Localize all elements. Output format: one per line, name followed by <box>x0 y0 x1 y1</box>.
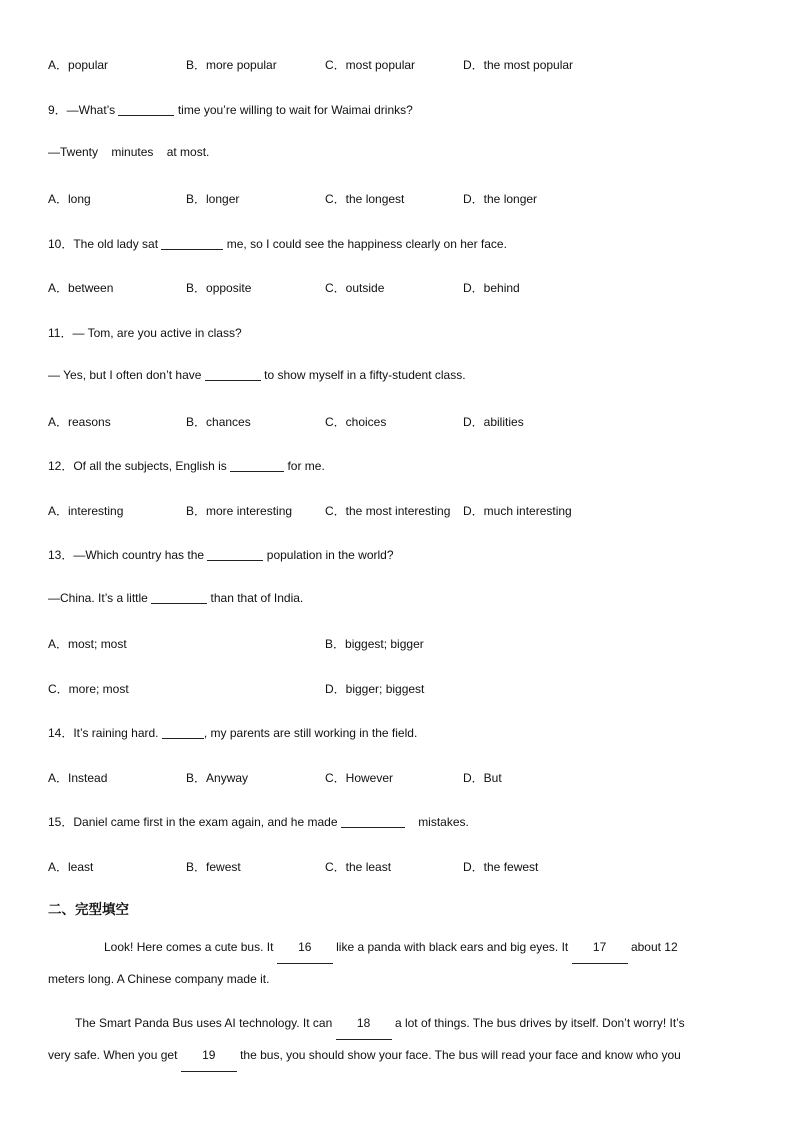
option-c: C．the most interesting <box>325 504 451 518</box>
option-b: B．biggest; bigger <box>325 637 424 651</box>
option-d: D．behind <box>463 281 520 295</box>
question-9-stem: 9．—What’s time you’re willing to wait for Waimai drinks? <box>48 103 413 117</box>
option-a: A．long <box>48 192 91 206</box>
option-d: D．much interesting <box>463 504 572 518</box>
question-15-stem: 15．Daniel came first in the exam again, and he made mistakes. <box>48 815 469 829</box>
answer-blank <box>118 103 174 116</box>
option-c: C．the longest <box>325 192 405 206</box>
cloze-paragraph-2: The Smart Panda Bus uses AI technology. It can 18 a lot of things. The bus drives by itself. Don’t worry! It’s very safe. When you get 19 the bus, you should show your face. The bus will read your face and know who you <box>48 1008 738 1072</box>
option-a: A．Instead <box>48 771 108 785</box>
option-a: A．between <box>48 281 114 295</box>
option-d: D．the fewest <box>463 860 539 874</box>
question-14-stem: 14．It’s raining hard. , my parents are still working in the field. <box>48 726 418 740</box>
answer-blank <box>161 237 223 250</box>
option-a: A．least <box>48 860 94 874</box>
cloze-paragraph-1: Look! Here comes a cute bus. It 16 like a panda with black ears and big eyes. It 17 about 12 meters long. A Chinese company made it. <box>48 932 738 995</box>
option-a: A．most; most <box>48 637 127 651</box>
option-d: D．But <box>463 771 502 785</box>
answer-blank <box>205 368 261 381</box>
cloze-blank-16: 16 <box>277 932 333 964</box>
cloze-blank-19: 19 <box>181 1040 237 1072</box>
option-d: D．abilities <box>463 415 524 429</box>
option-b: B．more interesting <box>186 504 293 518</box>
question-11-line2: — Yes, but I often don’t have to show myself in a fifty-student class. <box>48 368 466 382</box>
option-c: C．most popular <box>325 58 416 72</box>
answer-blank <box>207 548 263 561</box>
option-b: B．more popular <box>186 58 277 72</box>
cloze-blank-17: 17 <box>572 932 628 964</box>
option-a: A．reasons <box>48 415 111 429</box>
answer-blank <box>162 726 204 739</box>
question-11-stem: 11．— Tom, are you active in class? <box>48 326 242 340</box>
question-13-stem: 13．—Which country has the population in the world? <box>48 548 394 562</box>
answer-blank <box>151 591 207 604</box>
cloze-blank-18: 18 <box>336 1008 392 1040</box>
option-c: C．outside <box>325 281 385 295</box>
option-d: D．the most popular <box>463 58 574 72</box>
question-12-stem: 12．Of all the subjects, English is for me. <box>48 459 325 473</box>
option-b: B．longer <box>186 192 240 206</box>
option-b: B．fewest <box>186 860 241 874</box>
option-b: B．opposite <box>186 281 252 295</box>
option-d: D．the longer <box>463 192 538 206</box>
option-a: A．interesting <box>48 504 124 518</box>
question-9-answer-line: —Twenty minutes at most. <box>48 145 210 159</box>
option-b: B．chances <box>186 415 251 429</box>
question-10-stem: 10．The old lady sat me, so I could see the happiness clearly on her face. <box>48 237 507 251</box>
answer-blank <box>341 815 405 828</box>
option-a: A．popular <box>48 58 109 72</box>
question-13-line2: —China. It’s a little than that of India. <box>48 591 304 605</box>
section-heading: 二、完型填空 <box>48 902 129 917</box>
option-c: C．the least <box>325 860 392 874</box>
option-c: C．However <box>325 771 394 785</box>
option-c: C．choices <box>325 415 387 429</box>
option-d: D．bigger; biggest <box>325 682 425 696</box>
answer-blank <box>230 459 284 472</box>
option-c: C．more; most <box>48 682 129 696</box>
option-b: B．Anyway <box>186 771 249 785</box>
